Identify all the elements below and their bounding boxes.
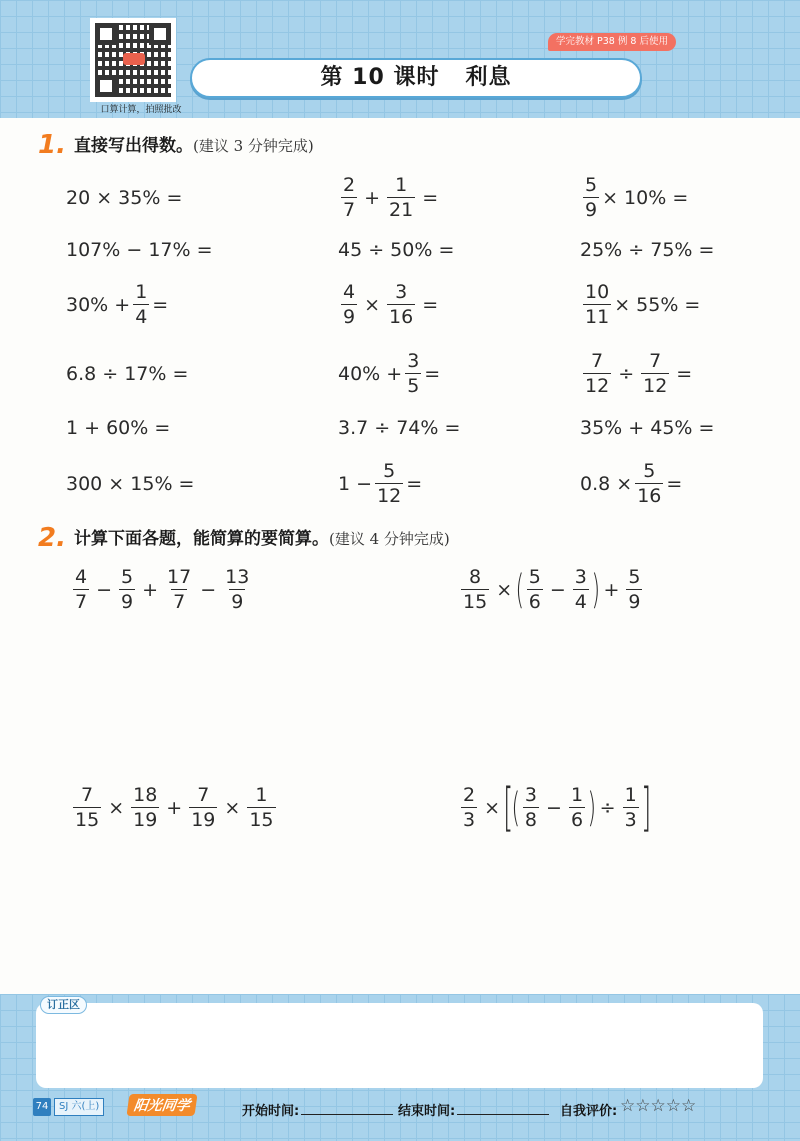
end-time-label: 结束时间: bbox=[398, 1104, 456, 1119]
expression-text: 45 ÷ 50% = bbox=[338, 239, 455, 261]
end-time-field[interactable] bbox=[398, 1100, 549, 1119]
denominator: 7 bbox=[75, 591, 88, 613]
numerator: 3 bbox=[407, 350, 420, 372]
usage-tag: 学完教材 P38 例 8 后使用 bbox=[548, 33, 676, 51]
denominator: 15 bbox=[463, 591, 488, 613]
right-paren: ) bbox=[591, 567, 600, 613]
numerator: 2 bbox=[343, 174, 356, 196]
denominator: 3 bbox=[463, 809, 476, 831]
expression bbox=[338, 400, 460, 456]
fraction bbox=[387, 176, 415, 220]
start-time-blank[interactable] bbox=[301, 1103, 393, 1115]
operator: × bbox=[108, 797, 125, 819]
fraction bbox=[527, 568, 543, 612]
start-time-field[interactable] bbox=[242, 1100, 393, 1119]
operator: ÷ bbox=[599, 797, 616, 819]
expression bbox=[66, 400, 170, 456]
numerator: 2 bbox=[463, 784, 476, 806]
qr-logo bbox=[123, 53, 145, 65]
operator: + bbox=[166, 797, 183, 819]
expression bbox=[580, 170, 688, 226]
fraction bbox=[641, 352, 669, 396]
numerator: 1 bbox=[570, 784, 584, 806]
section-2-heading bbox=[38, 523, 450, 553]
fraction bbox=[341, 283, 357, 327]
numerator: 1 bbox=[395, 174, 408, 196]
numerator: 5 bbox=[628, 566, 641, 588]
denominator: 19 bbox=[133, 809, 158, 831]
expression-text: 3.7 ÷ 74% = bbox=[338, 417, 461, 439]
expression bbox=[580, 456, 682, 512]
operator: × bbox=[496, 579, 513, 601]
fraction bbox=[583, 176, 599, 220]
expression bbox=[580, 222, 714, 278]
numerator: 7 bbox=[649, 350, 662, 372]
expression bbox=[338, 170, 442, 226]
expression-text: 107% − 17% = bbox=[66, 239, 213, 261]
correction-label: 订正区 bbox=[40, 996, 87, 1014]
fraction bbox=[387, 283, 415, 327]
operator: ÷ bbox=[618, 363, 635, 385]
lesson-topic: 利息 bbox=[465, 65, 512, 90]
denominator: 4 bbox=[574, 591, 587, 613]
problem-d bbox=[458, 780, 650, 836]
right-bracket: ] bbox=[640, 778, 651, 838]
fraction bbox=[461, 568, 489, 612]
equals: = bbox=[406, 473, 423, 495]
numerator: 18 bbox=[133, 784, 158, 806]
left-paren: ( bbox=[515, 567, 525, 613]
section-hint: (建议 3 分钟完成) bbox=[192, 137, 314, 155]
expression-text: 0.8 × bbox=[580, 473, 633, 495]
denominator: 6 bbox=[528, 591, 541, 613]
denominator: 9 bbox=[628, 591, 641, 613]
operator: − bbox=[96, 579, 113, 601]
fraction bbox=[573, 568, 589, 612]
self-eval-field bbox=[560, 1100, 617, 1119]
operator: − bbox=[546, 797, 562, 819]
denominator: 16 bbox=[637, 485, 662, 507]
qr-code[interactable] bbox=[90, 18, 176, 102]
numerator: 4 bbox=[75, 566, 88, 588]
end-time-blank[interactable] bbox=[457, 1103, 549, 1115]
section-number: 2. bbox=[38, 523, 66, 553]
expression bbox=[580, 277, 700, 333]
lesson-number: 第 10 课时 bbox=[320, 65, 440, 90]
fraction bbox=[73, 568, 89, 612]
expression bbox=[66, 170, 182, 226]
expression bbox=[580, 346, 696, 402]
expression-text: 1 − bbox=[338, 473, 373, 495]
problem-b bbox=[458, 562, 645, 618]
right-paren: ) bbox=[587, 785, 597, 831]
numerator: 7 bbox=[81, 784, 94, 806]
fraction bbox=[133, 283, 149, 327]
fraction bbox=[569, 786, 585, 830]
denominator: 7 bbox=[173, 591, 186, 613]
section-1-heading bbox=[38, 130, 314, 160]
denominator: 8 bbox=[524, 809, 538, 831]
correction-area[interactable] bbox=[36, 1003, 763, 1088]
rating-stars-icon[interactable]: ☆☆☆☆☆ bbox=[620, 1096, 697, 1116]
fraction bbox=[623, 786, 639, 830]
expression-text: 25% ÷ 75% = bbox=[580, 239, 715, 261]
fraction bbox=[405, 352, 421, 396]
numerator: 7 bbox=[197, 784, 210, 806]
qr-finder bbox=[149, 23, 171, 45]
denominator: 5 bbox=[407, 375, 420, 397]
denominator: 19 bbox=[191, 809, 216, 831]
section-title: 直接写出得数。 bbox=[73, 136, 193, 156]
numerator: 3 bbox=[574, 566, 587, 588]
denominator: 21 bbox=[389, 199, 414, 221]
fraction bbox=[189, 786, 217, 830]
operator: + bbox=[142, 579, 159, 601]
qr-finder bbox=[95, 23, 117, 45]
denominator: 11 bbox=[585, 306, 610, 328]
numerator: 13 bbox=[225, 566, 250, 588]
denominator: 3 bbox=[624, 809, 637, 831]
fraction bbox=[583, 283, 611, 327]
fraction bbox=[626, 568, 642, 612]
expression-text: 35% + 45% = bbox=[580, 417, 715, 439]
numerator: 8 bbox=[469, 566, 482, 588]
footer-info bbox=[0, 1096, 800, 1120]
denominator: 12 bbox=[377, 485, 402, 507]
start-time-label: 开始时间: bbox=[242, 1104, 300, 1119]
fraction bbox=[375, 462, 403, 506]
denominator: 9 bbox=[343, 306, 356, 328]
expression-text: × 55% = bbox=[614, 294, 701, 316]
expression-text: 300 × 15% = bbox=[66, 473, 195, 495]
left-paren: ( bbox=[511, 785, 521, 831]
expression bbox=[338, 222, 454, 278]
section-hint: (建议 4 分钟完成) bbox=[328, 530, 450, 548]
numerator: 5 bbox=[643, 460, 656, 482]
qr-finder bbox=[95, 75, 117, 97]
fraction bbox=[523, 786, 539, 830]
operator: + bbox=[364, 187, 381, 209]
denominator: 4 bbox=[135, 306, 148, 328]
operator: × bbox=[224, 797, 241, 819]
expression bbox=[66, 346, 188, 402]
expression bbox=[338, 456, 422, 512]
section-number: 1. bbox=[38, 130, 66, 160]
page-number: 74 bbox=[33, 1098, 51, 1116]
fraction bbox=[131, 786, 159, 830]
fraction bbox=[461, 786, 477, 830]
equals: = bbox=[152, 294, 169, 316]
expression-text: 1 + 60% = bbox=[66, 417, 171, 439]
numerator: 5 bbox=[528, 566, 541, 588]
left-bracket: [ bbox=[503, 778, 514, 838]
fraction bbox=[73, 786, 101, 830]
denominator: 6 bbox=[570, 809, 584, 831]
operator: + bbox=[603, 579, 620, 601]
problem-c bbox=[70, 780, 279, 836]
equals: = bbox=[666, 473, 683, 495]
expression-text: 6.8 ÷ 17% = bbox=[66, 363, 189, 385]
brand-logo: 阳光同学 bbox=[126, 1094, 197, 1116]
expression-text: 40% + bbox=[338, 363, 403, 385]
expression bbox=[66, 222, 213, 278]
numerator: 17 bbox=[167, 566, 192, 588]
numerator: 10 bbox=[585, 281, 610, 303]
expression bbox=[580, 400, 714, 456]
section-title: 计算下面各题，能简算的要简算。 bbox=[73, 529, 329, 549]
numerator: 1 bbox=[135, 281, 148, 303]
denominator: 15 bbox=[75, 809, 100, 831]
self-eval-label: 自我评价: bbox=[560, 1104, 618, 1119]
fraction bbox=[165, 568, 193, 612]
problem-a bbox=[70, 562, 254, 618]
numerator: 4 bbox=[343, 281, 356, 303]
operator: − bbox=[200, 579, 217, 601]
operator: × bbox=[484, 797, 501, 819]
expression bbox=[338, 277, 442, 333]
equals: = bbox=[422, 187, 439, 209]
denominator: 9 bbox=[585, 199, 598, 221]
numerator: 5 bbox=[121, 566, 134, 588]
page-title bbox=[190, 58, 642, 98]
denominator: 12 bbox=[643, 375, 668, 397]
denominator: 16 bbox=[389, 306, 414, 328]
denominator: 15 bbox=[249, 809, 274, 831]
numerator: 1 bbox=[255, 784, 268, 806]
numerator: 5 bbox=[383, 460, 396, 482]
fraction bbox=[583, 352, 611, 396]
operator: × bbox=[364, 294, 381, 316]
numerator: 7 bbox=[591, 350, 604, 372]
fraction bbox=[223, 568, 251, 612]
expression bbox=[66, 277, 168, 333]
qr-pattern bbox=[95, 23, 171, 97]
expression-text: × 10% = bbox=[602, 187, 689, 209]
numerator: 3 bbox=[524, 784, 538, 806]
operator: − bbox=[549, 579, 566, 601]
fraction bbox=[635, 462, 663, 506]
fraction bbox=[341, 176, 357, 220]
expression-text: 20 × 35% = bbox=[66, 187, 183, 209]
numerator: 1 bbox=[624, 784, 637, 806]
equals: = bbox=[422, 294, 439, 316]
fraction bbox=[119, 568, 135, 612]
expression bbox=[66, 456, 194, 512]
equals: = bbox=[424, 363, 441, 385]
numerator: 3 bbox=[395, 281, 408, 303]
fraction bbox=[247, 786, 275, 830]
denominator: 9 bbox=[231, 591, 244, 613]
edition-badge: SJ 六(上) bbox=[54, 1098, 104, 1116]
numerator: 5 bbox=[585, 174, 598, 196]
denominator: 9 bbox=[121, 591, 134, 613]
expression bbox=[338, 346, 440, 402]
denominator: 12 bbox=[585, 375, 610, 397]
denominator: 7 bbox=[343, 199, 356, 221]
equals: = bbox=[676, 363, 693, 385]
qr-caption: 口算计算，拍照批改 bbox=[100, 105, 182, 115]
expression-text: 30% + bbox=[66, 294, 131, 316]
